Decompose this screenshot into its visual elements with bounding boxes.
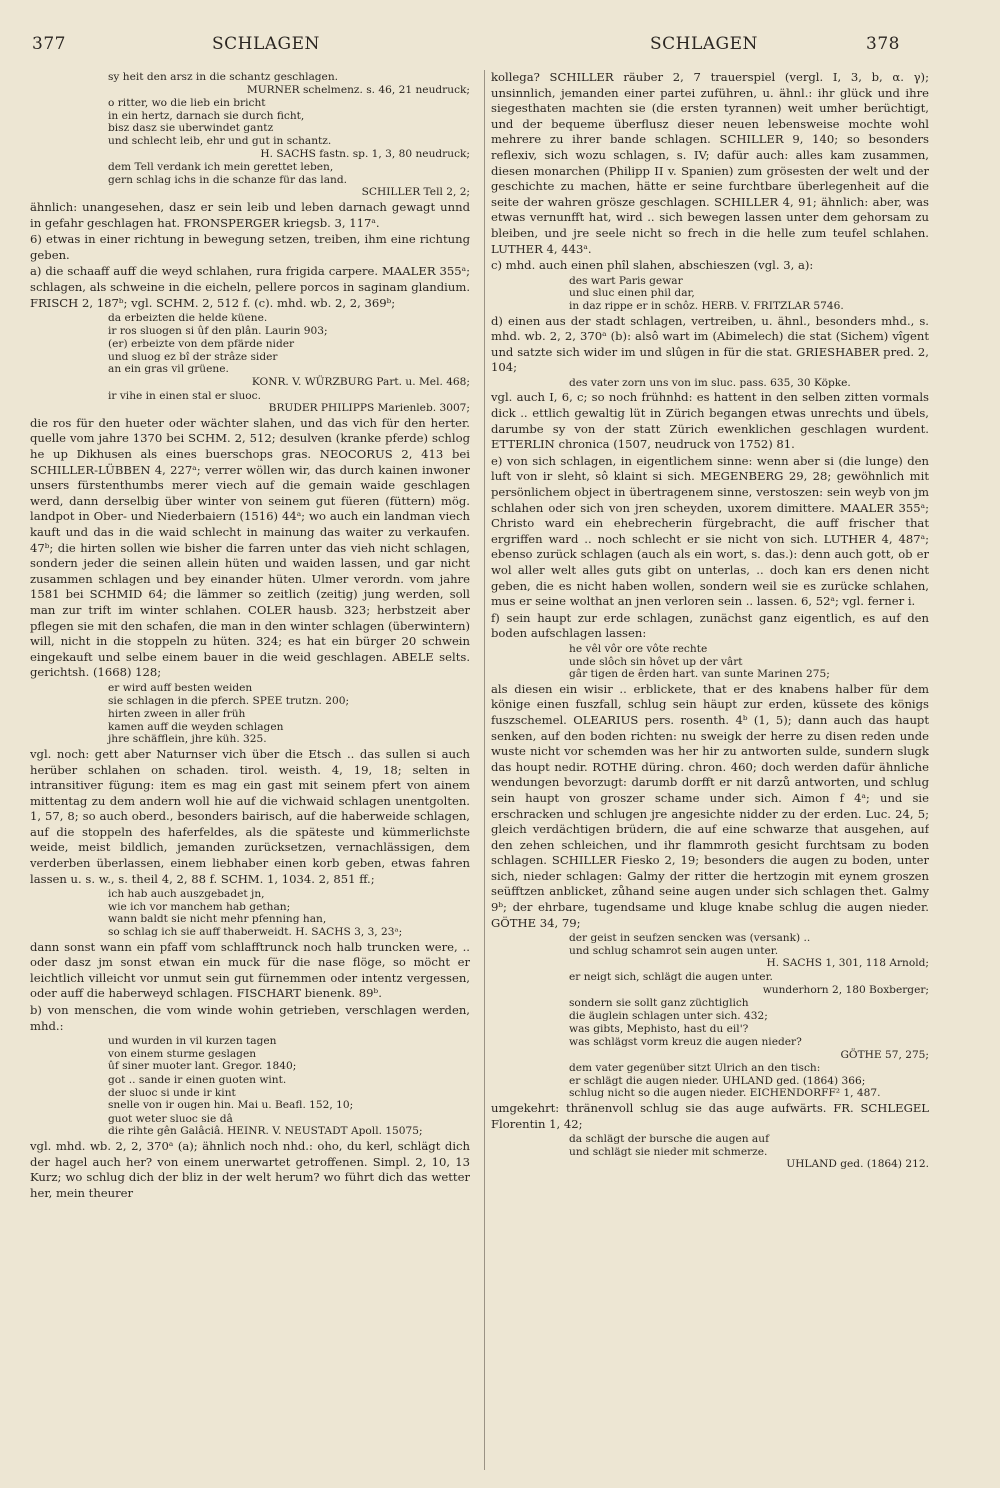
left-column bbox=[30, 70, 470, 1470]
entry-paragraph: d) einen aus der stadt schlagen, vertreiben, u. ähnl., besonders mhd., s. mhd. wb. 2, 2, 370ᵃ (b): alsô wart im (Abimelech) die stat (Sichem) vîgent und satzte sich wider im und slûgen in für die stat. GRIESHABER pred. 2, 104; bbox=[491, 313, 929, 375]
verse-quotation bbox=[108, 338, 470, 388]
quotation-line: er neigt sich, schlägt die augen unter. bbox=[569, 971, 773, 984]
quotation-source: SCHILLER Tell 2, 2; bbox=[361, 186, 470, 199]
quotation-line: sy heit den arsz in die schantz geschlagen. bbox=[108, 71, 339, 83]
quotation-source: H. SACHS fastn. sp. 1, 3, 80 neudruck; bbox=[260, 147, 470, 160]
quotation-line: da schlägt der bursche die augen auf bbox=[569, 1133, 769, 1146]
quotation-source: KONR. V. WÜRZBURG Part. u. Mel. 468; bbox=[251, 376, 470, 389]
quotation-line: o ritter, wo die lieb ein bricht bbox=[108, 97, 266, 110]
quotation-line: die rihte gên Galâciâ. HEINR. V. NEUSTADT Apoll. 15075; bbox=[108, 1125, 423, 1138]
quotation-line: wann baldt sie nicht mehr pfenning han, bbox=[108, 913, 327, 926]
quotation-source: GÖTHE 57, 275; bbox=[840, 1048, 929, 1061]
verse-quotation bbox=[108, 1074, 470, 1112]
quotation-line: schlug nicht so die augen nieder. EICHENDORFF² 1, 487. bbox=[569, 1087, 881, 1100]
entry-paragraph: kollega? SCHILLER räuber 2, 7 trauerspiel (vergl. I, 3, b, α. γ); unsinnlich, jemanden einer partei zuführen, u. ähnl.: ihr glück und ihre siegesthaten machten sie (die ersten tyrannen) weit umher berüchtigt, und der bequeme überflusz dieser neuen lebensweise mochte wohl mehrere zu ihrer bande schlagen. SCHILLER 9, 140; so besonders reflexiv, sich wozu schlagen, s. IV; dafür auch: alles kam zusammen, diesen monarchen (Philipp II v. Spanien) zum grösesten der welt und der geschichte zu machen, hätte er seine furchtbare überlegenheit auf die seite der wahren grösze geschlagen. SCHILLER 4, 91; ähnlich: aber, was etwas vernunfft hat, wird .. sich bewegen lassen unter dem gehorsam zu bleiben, und jre seele nicht so frech in die helle zum teufel schlahen. LUTHER 4, 443ᵃ. bbox=[491, 70, 929, 256]
quotation-line: in ein hertz, darnach sie durch ficht, bbox=[108, 109, 305, 122]
quotation-line: und sluog ez bî der strâze sider bbox=[108, 350, 278, 363]
entry-paragraph: c) mhd. auch einen phîl slahen, abschieszen (vgl. 3, a): bbox=[491, 258, 814, 273]
quotation-source: wunderhorn 2, 180 Boxberger; bbox=[762, 983, 929, 996]
quotation-line: sondern sie sollt ganz züchtiglich bbox=[569, 997, 749, 1010]
quotation-line: jhre schäfflein, jhre küh. 325. bbox=[108, 733, 267, 746]
verse-quotation bbox=[108, 71, 470, 96]
right-running-title: SCHLAGEN bbox=[650, 34, 758, 54]
quotation-line: gern schlag ichs in die schanze für das land. bbox=[108, 173, 347, 186]
quotation-line: was gibts, Mephisto, hast du eil'? bbox=[569, 1023, 749, 1036]
verse-quotation bbox=[108, 1113, 470, 1138]
verse-quotation bbox=[108, 708, 470, 746]
quotation-line: da erbeizten die helde küene. bbox=[108, 312, 268, 325]
entry-paragraph: vgl. noch: gett aber Naturnser vich über die Etsch .. das sullen si auch herüber schlahen on schaden. tirol. weisth. 4, 19, 18; selten in intransitiver fügung: item es mag ein gast mit seinem pfert von ainem mittentag zu dem andern woll hie auf die vichwaid schlagen unentgolten. 1, 57, 8; so auch oberd., besonders bairisch, auf die haberweide schlagen, auf die stoppeln des haferfeldes, als die späteste und kümmerlichste weide, meist bildlich, jemanden zurücksetzen, vernachlässigen, dem verderben überlassen, einem liebhaber einen korb geben, etwas fahren lassen u. s. w., s. theil 4, 2, 88 f. SCHM. 1, 1034. 2, 851 ff.; bbox=[30, 746, 470, 886]
left-page-number: 377 bbox=[32, 34, 66, 54]
quotation-line: snelle von ir ougen hin. Mai u. Beafl. 152, 10; bbox=[108, 1099, 354, 1112]
entry-paragraph: ähnlich: unangesehen, dasz er sein leib und leben darnach gewagt unnd in gefahr geschlagen hat. FRONSPERGER kriegsb. 3, 117ᵃ. bbox=[30, 199, 470, 230]
verse-quotation bbox=[108, 312, 470, 337]
verse-quotation bbox=[108, 1035, 470, 1073]
entry-paragraph: umgekehrt: thränenvoll schlug sie das auge aufwärts. FR. SCHLEGEL Florentin 1, 42; bbox=[491, 1100, 929, 1131]
quotation-line: an ein gras vil grüene. bbox=[108, 363, 229, 376]
quotation-line: er schlägt die augen nieder. UHLAND ged. (1864) 366; bbox=[569, 1074, 866, 1087]
quotation-line: was schlägst vorm kreuz die augen nieder? bbox=[569, 1036, 802, 1048]
entry-paragraph: 6) etwas in einer richtung in bewegung setzen, treiben, ihm eine richtung geben. bbox=[30, 232, 470, 262]
verse-quotation bbox=[108, 682, 470, 707]
entry-paragraph: die ros für den hueter oder wächter slahen, und das vich für den herter. quelle vom jahre 1370 bei SCHM. 2, 512; desulven (kranke pferde) schlog he up Dikhusen als eines buerschops gras. NEOCORUS 2, 413 bei SCHILLER-LÜBBEN 4, 227ᵃ; verrer wöllen wir, das durch kainen inwoner unsers fürstenthumbs merer viech auf die gemain waide geschlagen werd, dann derselbig über winter von seinem gut füeren (füttern) mög. landpot in Ober- und Niederbaiern (1516) 44ᵃ; wo auch ein landman viech kauft und das in die waid schlecht in mainung das waiter zu verkaufen. 47ᵇ; die hirten sollen wie bisher die farren unter das vieh nicht schlagen, sondern jeder die seinen allein hüten und waiden lassen, und gar nicht zusammen schlagen und bey einander hüten. Ulmer verordn. vom jahre 1581 bei SCHMID 64; die lämmer so zeitlich (zeitig) jung werden, soll man zur trift im winter schlahen. COLER hausb. 323; herbstzeit aber pflegen sie mit den schafen, die man in den winter schlagen (überwintern) will, nicht in die stoppeln zu hüten. 324; es hat ein bürger 20 schwein eingekauft und selbe einem bauer in die weid geschlagen. ABELE selts. gerichtsh. (1668) 128; bbox=[30, 415, 470, 680]
entry-paragraph: vgl. auch I, 6, c; so noch frühnhd: es hattent in den selben zitten vormals dick .. ettlich gewaltig lüt in Zürich begangen etwas unrechts und übels, darumbe sy von der statt Zürich ewenklichen geschlagen wurdent. ETTERLIN chronica (1507, neudruck von 1752) 81. bbox=[491, 390, 929, 452]
verse-quotation bbox=[108, 390, 470, 415]
quotation-line: bisz dasz sie uberwindet gantz bbox=[108, 122, 274, 135]
quotation-source: UHLAND ged. (1864) 212. bbox=[786, 1158, 929, 1171]
quotation-line: der sluoc si unde ir kint bbox=[108, 1086, 236, 1099]
verse-quotation bbox=[108, 97, 470, 160]
left-running-title: SCHLAGEN bbox=[212, 34, 320, 54]
verse-quotation bbox=[569, 997, 929, 1022]
entry-paragraph: als diesen ein wisir .. erblickete, that er des knabens halber für dem könige einen fuszfall, schlug sein häupt zur erden, küssete des königs fuszschemel. OLEARIUS pers. rosenth. 4ᵇ (1, 5); dann auch das haupt senken, auf den boden richten: nu sweigk der herre zu disen reden unde wuste nicht vor schemden was her hir zu antworten sulde, sundern slugk das houpt nedir. ROTHE düring. chron. 460; doch werden dafür ähnliche wendungen bevorzugt: darumb dorfft er nit darzů antworten, und schlug sein haupt von groszer schame under sich. Aimon f 4ᵃ; und sie erschracken und schlugen jre angesichte nidder zu der erden. Luc. 24, 5; gleich verdächtigen brüdern, die auf eine schwarze that ausgehen, auf den zehen schleichen, und ihr flammroth gesicht furchtsam zu boden schlagen. SCHILLER Fiesko 2, 19; besonders die augen zu boden, unter sich, nieder schlagen: Galmy der ritter die hertzogin mit eynem groszen seüfftzen anblicket, zůhand seine augen under sich schlagen thet. Galmy 9ᵇ; der ehrbare, tugendsame und kluge knabe schlug die augen nieder. GÖTHE 34, 79; bbox=[491, 681, 929, 930]
quotation-line: und sluc einen phil dar, bbox=[569, 287, 695, 300]
quotation-line: dem Tell verdank ich mein gerettet leben, bbox=[108, 161, 334, 174]
quotation-line: der geist in seufzen sencken was (versank) .. bbox=[569, 932, 811, 945]
quotation-line: und schlug schamrot sein augen unter. bbox=[569, 944, 779, 957]
entry-paragraph: a) die schaaff auff die weyd schlahen, rura frigida carpere. MAALER 355ᵃ; schlagen, als schweine in die eicheln, pellere porcos in saginam glandium. FRISCH 2, 187ᵇ; vgl. SCHM. 2, 512 f. (c). mhd. wb. 2, 2, 369ᵇ; bbox=[30, 264, 470, 310]
quotation-line: von einem sturme geslagen bbox=[108, 1047, 257, 1060]
verse-quotation bbox=[569, 1062, 929, 1100]
entry-paragraph: e) von sich schlagen, in eigentlichem sinne: wenn aber si (die lunge) den luft von ir sleht, sô klaint si sich. MEGENBERG 29, 28; gewöhnlich mit persönlichem object in übertragenem sinne, verstoszen: sein weyb von jm schlahen oder sich von jren scheyden, uxorem dimittere. MAALER 355ᵃ; Christo ward ein ehebrecherin fürgebracht, die auff frischer that ergriffen ward .. noch schlecht er sie nicht von sich. LUTHER 4, 487ᵃ; ebenso zurück schlagen (auch als ein wort, s. das.): denn auch gott, ob er wol aller welt alles guts gibt on unterlas, .. doch kan ers denen nicht geben, die es nicht haben wollen, sondern weil sie es zurücke schlahen, mus er seine wolthat an jnen verloren sein .. lassen. 6, 52ᵃ; vgl. ferner i. bbox=[491, 453, 929, 609]
right-column bbox=[484, 70, 929, 1470]
quotation-line: kamen auff die weyden schlagen bbox=[108, 720, 284, 733]
verse-quotation bbox=[569, 1023, 929, 1061]
verse-quotation bbox=[569, 275, 929, 313]
quotation-source: BRUDER PHILIPPS Marienleb. 3007; bbox=[268, 402, 470, 415]
verse-quotation bbox=[569, 643, 929, 681]
entry-paragraph: f) sein haupt zur erde schlagen, zunächst ganz eigentlich, es auf den boden aufschlagen lassen: bbox=[491, 610, 929, 641]
verse-quotation bbox=[569, 1133, 929, 1171]
quotation-line: so schlag ich sie auff thaberweidt. H. SACHS 3, 3, 23ᵃ; bbox=[108, 926, 403, 939]
quotation-line: unde slôch sin hôvet up der vârt bbox=[569, 655, 743, 668]
quotation-line: got .. sande ir einen guoten wint. bbox=[108, 1073, 287, 1086]
quotation-line: in daz rippe er in schôz. HERB. V. FRITZLAR 5746. bbox=[569, 299, 844, 312]
right-page-number: 378 bbox=[866, 34, 900, 54]
entry-paragraph: dann sonst wann ein pfaff vom schlafftrunck noch halb truncken were, .. oder dasz jm sonst etwan ein muck für die nase flöge, so möcht er leichtlich villeicht vor unmut sein gut fürnemmen oder intentz vergessen, oder auff die haberweyd schlagen. FISCHART bienenk. 89ᵇ. bbox=[30, 939, 470, 1001]
quotation-line: gâr tigen de êrden hart. van sunte Marinen 275; bbox=[569, 668, 830, 681]
quotation-line: des wart Paris gewar bbox=[569, 274, 683, 287]
quotation-source: H. SACHS 1, 301, 118 Arnold; bbox=[766, 957, 929, 970]
quotation-line: er wird auff besten weiden bbox=[108, 681, 253, 694]
entry-paragraph: b) von menschen, die vom winde wohin getrieben, verschlagen werden, mhd.: bbox=[30, 1003, 470, 1033]
quotation-source: MURNER schelmenz. s. 46, 21 neudruck; bbox=[246, 83, 470, 96]
entry-paragraph: vgl. mhd. wb. 2, 2, 370ᵃ (a); ähnlich noch nhd.: oho, du kerl, schlägt dich der hagel auch her? von einem unerwartet getroffenen. Simpl. 2, 10, 13 Kurz; wo schlug dich der bliz in der welt herum? wo führt dich das wetter her, mein theurer bbox=[30, 1138, 470, 1200]
verse-quotation bbox=[108, 161, 470, 199]
quotation-line: ich hab auch auszgebadet jn, bbox=[108, 888, 265, 901]
verse-quotation bbox=[569, 932, 929, 970]
quotation-line: ûf siner muoter lant. Gregor. 1840; bbox=[108, 1060, 297, 1073]
quotation-line: guot weter sluoc sie dâ bbox=[108, 1112, 233, 1125]
quotation-line: sie schlagen in die pferch. SPEE trutzn. 200; bbox=[108, 694, 350, 707]
quotation-line: dem vater gegenüber sitzt Ulrich an den tisch: bbox=[569, 1062, 821, 1075]
verse-quotation bbox=[569, 971, 929, 996]
quotation-line: he vêl vôr ore vôte rechte bbox=[569, 642, 708, 655]
quotation-line: ir ros sluogen si ûf den plân. Laurin 903; bbox=[108, 324, 328, 337]
quotation-line: des vater zorn uns von im sluc. pass. 635, 30 Köpke. bbox=[569, 376, 851, 389]
quotation-line: die äuglein schlagen unter sich. 432; bbox=[569, 1009, 768, 1022]
quotation-line: wie ich vor manchem hab gethan; bbox=[108, 900, 291, 913]
verse-quotation bbox=[108, 888, 470, 938]
quotation-line: ir vihe in einen stal er sluoc. bbox=[108, 389, 261, 402]
quotation-line: hirten zween in aller früh bbox=[108, 708, 246, 721]
quotation-line: und wurden in vil kurzen tagen bbox=[108, 1035, 277, 1048]
verse-quotation bbox=[569, 377, 929, 390]
quotation-line: und schlägt sie nieder mit schmerze. bbox=[569, 1145, 768, 1158]
quotation-line: und schlecht leib, ehr und gut in schantz. bbox=[108, 134, 332, 147]
quotation-line: (er) erbeizte von dem pfärde nider bbox=[108, 338, 295, 351]
